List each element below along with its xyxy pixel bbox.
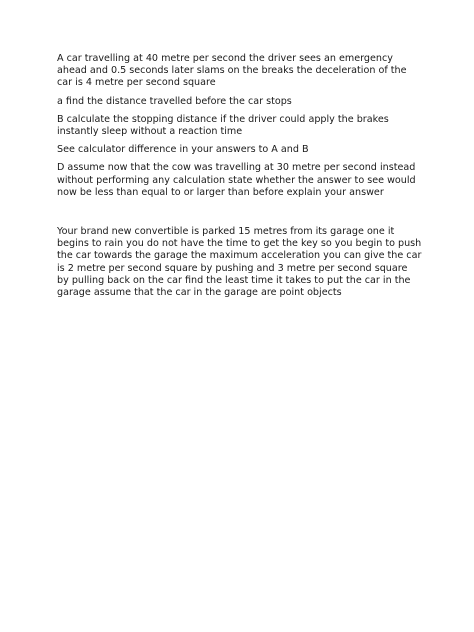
problem-1-part-d: D assume now that the cow was travelling at 30 metre per second instead without performing any calculation state whether the answer to see would now be less than equal to or larger than before explain your answer — [57, 162, 416, 198]
problem-1-part-b: B calculate the stopping distance if the driver could apply the brakes instantly sleep without a reaction time — [57, 113, 389, 138]
problem-1-part-a: a find the distance travelled before the car stops — [57, 95, 292, 107]
problem-1-part-c: See calculator difference in your answers to A and B — [57, 144, 309, 156]
problem-2-statement: Your brand new convertible is parked 15 metres from its garage one it begins to rain you do not have the time to get the key so you begin to push the car towards the garage the maximum acceleration you can give the car is 2 metre per second square by pushing and 3 metre per second square by pulling back on the car find the least time it takes to put the car in the garage assume that the car in the garage are point objects — [57, 226, 422, 299]
document-body — [57, 53, 422, 305]
problem-1-statement: A car travelling at 40 metre per second the driver sees an emergency ahead and 0.5 seconds later slams on the breaks the deceleration of the car is 4 metre per second square — [57, 53, 407, 89]
